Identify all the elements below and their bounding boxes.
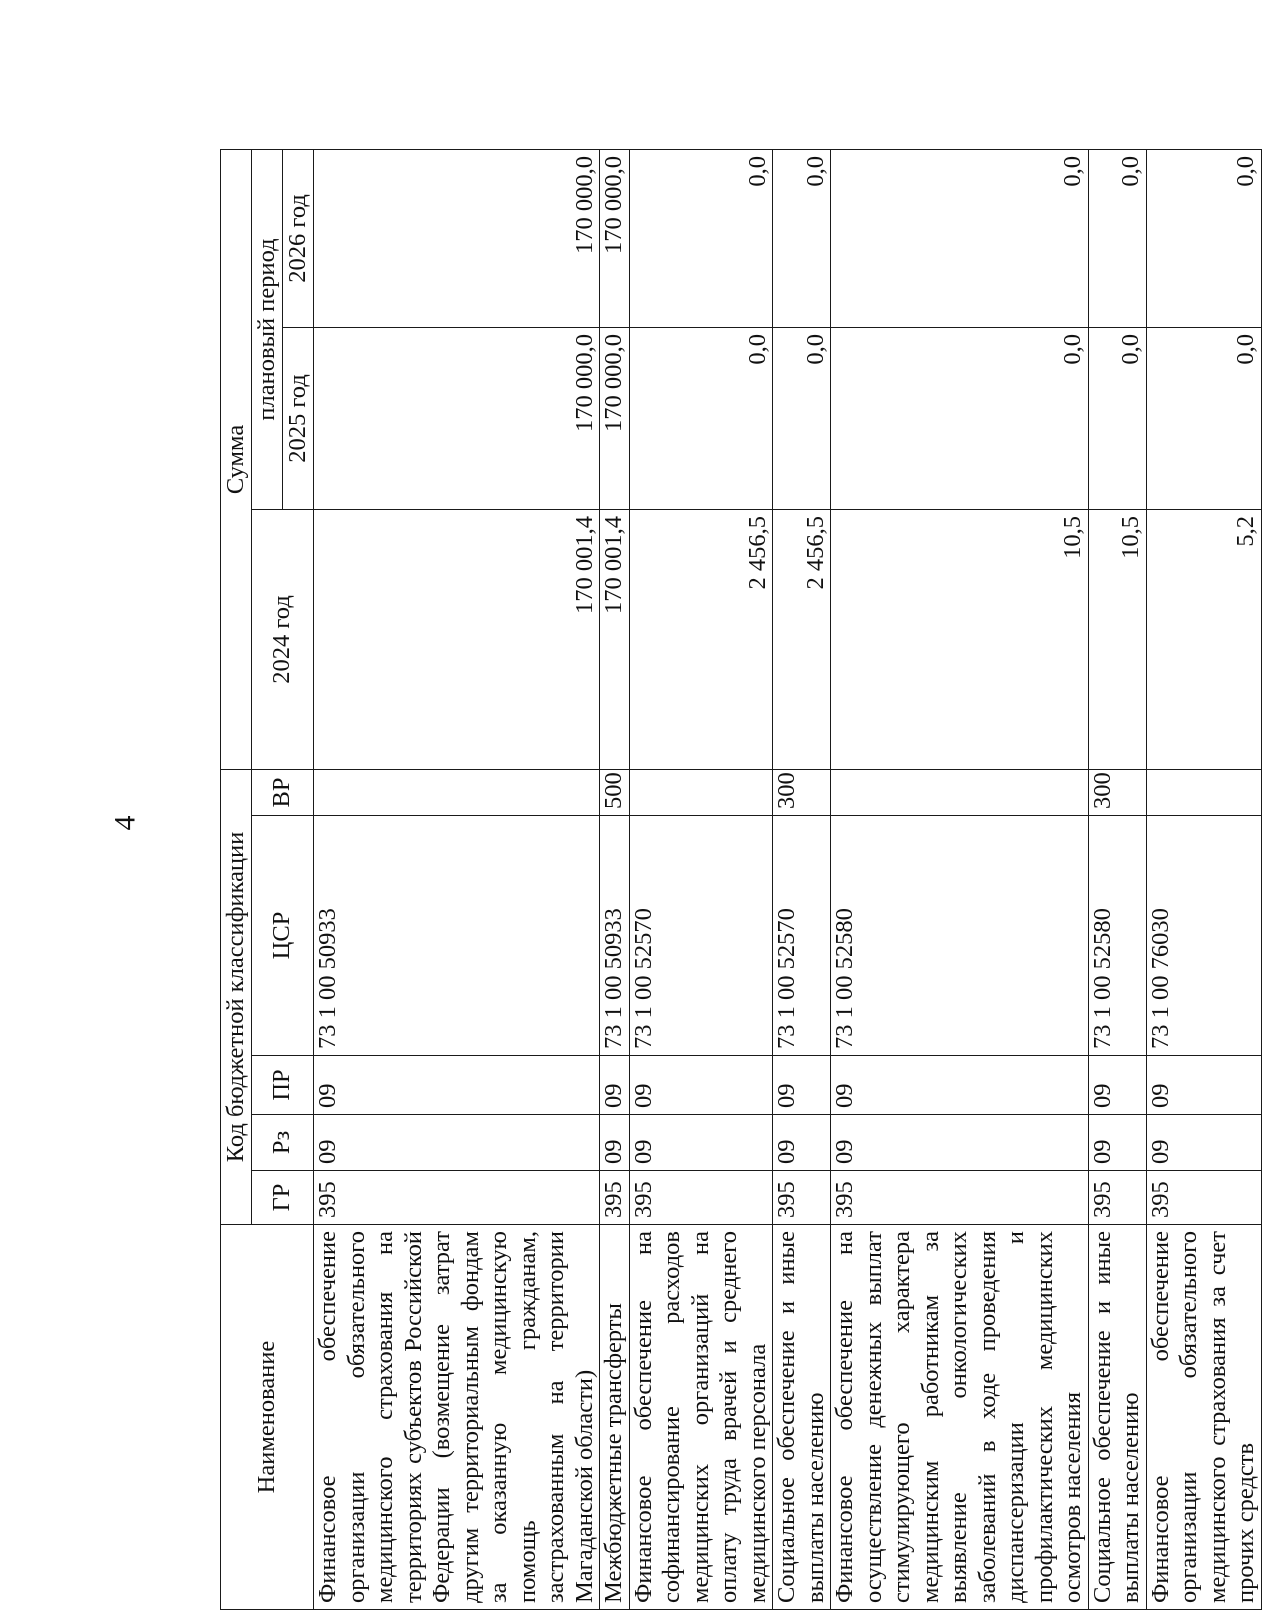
cell-2024: 170 001,4 (600, 509, 630, 769)
cell-name: Финансовое обеспечение организации обязательного медицинского страхования на территориях субъектов Российской Федерации (возмещение затрат другим территориальным фондам за оказанную медицинскую помощь гражданам, застрахованным на территории Магаданской области) (314, 1225, 600, 1610)
header-code-group: Код бюджетной классификации (221, 769, 252, 1224)
cell-name: Финансовое обеспечение организации обязательного медицинского страхования за счет прочих средств (1146, 1225, 1261, 1610)
cell-2024: 10,5 (1088, 509, 1146, 769)
header-2024: 2024 год (252, 509, 314, 769)
cell-2026: 0,0 (629, 149, 773, 327)
cell-2026: 0,0 (831, 149, 1089, 327)
cell-pr: 09 (600, 1056, 630, 1115)
cell-name: Финансовое обеспечение на софинансирование расходов медицинских организаций на оплату труда врачей и среднего медицинского персонала (629, 1225, 773, 1610)
table-row (314, 149, 600, 1609)
table-row (1088, 149, 1146, 1609)
header-2025: 2025 год (283, 327, 314, 509)
cell-pr: 09 (831, 1056, 1089, 1115)
cell-name: Социальное обеспечение и иные выплаты населению (1088, 1225, 1146, 1610)
cell-name: Финансовое обеспечение на осуществление денежных выплат стимулирующего характера медицинским работникам за выявление онкологических заболеваний в ходе проведения диспансеризации и профилактических медицинских осмотров населения (831, 1225, 1089, 1610)
cell-vr (629, 769, 773, 815)
page-number: 4 (108, 815, 142, 831)
header-name: Наименование (221, 1225, 314, 1610)
cell-csr: 73 1 00 50933 (314, 816, 600, 1056)
cell-csr: 73 1 00 50933 (600, 816, 630, 1056)
table-body (314, 149, 1262, 1609)
cell-vr: 300 (773, 769, 831, 815)
table-row (773, 149, 831, 1609)
header-rz: Рз (252, 1115, 314, 1171)
cell-csr: 73 1 00 52570 (773, 816, 831, 1056)
table-row (1146, 149, 1261, 1609)
cell-gr: 395 (1088, 1171, 1146, 1225)
cell-2025: 170 000,0 (600, 327, 630, 509)
cell-csr: 73 1 00 52570 (629, 816, 773, 1056)
cell-rz: 09 (773, 1115, 831, 1171)
cell-pr: 09 (314, 1056, 600, 1115)
cell-pr: 09 (773, 1056, 831, 1115)
cell-rz: 09 (629, 1115, 773, 1171)
cell-csr: 73 1 00 52580 (831, 816, 1089, 1056)
header-pr: ПР (252, 1056, 314, 1115)
cell-2025: 0,0 (1146, 327, 1261, 509)
cell-2024: 2 456,5 (773, 509, 831, 769)
header-gr: ГР (252, 1171, 314, 1225)
cell-csr: 73 1 00 52580 (1088, 816, 1146, 1056)
cell-gr: 395 (600, 1171, 630, 1225)
cell-2024: 170 001,4 (314, 509, 600, 769)
cell-2025: 0,0 (773, 327, 831, 509)
cell-vr: 500 (600, 769, 630, 815)
cell-2024: 10,5 (831, 509, 1089, 769)
cell-2026: 170 000,0 (600, 149, 630, 327)
cell-vr (831, 769, 1089, 815)
cell-2025: 0,0 (629, 327, 773, 509)
cell-gr: 395 (1146, 1171, 1261, 1225)
rotated-page (220, 150, 1259, 1610)
cell-rz: 09 (1146, 1115, 1261, 1171)
cell-2025: 170 000,0 (314, 327, 600, 509)
cell-2026: 0,0 (1146, 149, 1261, 327)
cell-vr (314, 769, 600, 815)
table-row (600, 149, 630, 1609)
cell-2025: 0,0 (1088, 327, 1146, 509)
budget-table (220, 149, 1262, 1610)
cell-gr: 395 (831, 1171, 1089, 1225)
header-planned-period: плановый период (252, 149, 283, 509)
cell-rz: 09 (600, 1115, 630, 1171)
cell-name: Межбюджетные трансферты (600, 1225, 630, 1610)
header-sum: Сумма (221, 149, 252, 769)
cell-2026: 0,0 (1088, 149, 1146, 327)
cell-csr: 73 1 00 76030 (1146, 816, 1261, 1056)
cell-rz: 09 (831, 1115, 1089, 1171)
cell-rz: 09 (1088, 1115, 1146, 1171)
cell-pr: 09 (1088, 1056, 1146, 1115)
cell-gr: 395 (773, 1171, 831, 1225)
header-csr: ЦСР (252, 816, 314, 1056)
table-row (629, 149, 773, 1609)
cell-pr: 09 (1146, 1056, 1261, 1115)
cell-pr: 09 (629, 1056, 773, 1115)
cell-gr: 395 (629, 1171, 773, 1225)
cell-2024: 2 456,5 (629, 509, 773, 769)
table-row (831, 149, 1089, 1609)
header-vr: ВР (252, 769, 314, 815)
cell-2024: 5,2 (1146, 509, 1261, 769)
cell-name: Социальное обеспечение и иные выплаты населению (773, 1225, 831, 1610)
cell-2026: 170 000,0 (314, 149, 600, 327)
cell-vr: 300 (1088, 769, 1146, 815)
cell-gr: 395 (314, 1171, 600, 1225)
cell-vr (1146, 769, 1261, 815)
cell-2025: 0,0 (831, 327, 1089, 509)
cell-2026: 0,0 (773, 149, 831, 327)
cell-rz: 09 (314, 1115, 600, 1171)
header-2026: 2026 год (283, 149, 314, 327)
